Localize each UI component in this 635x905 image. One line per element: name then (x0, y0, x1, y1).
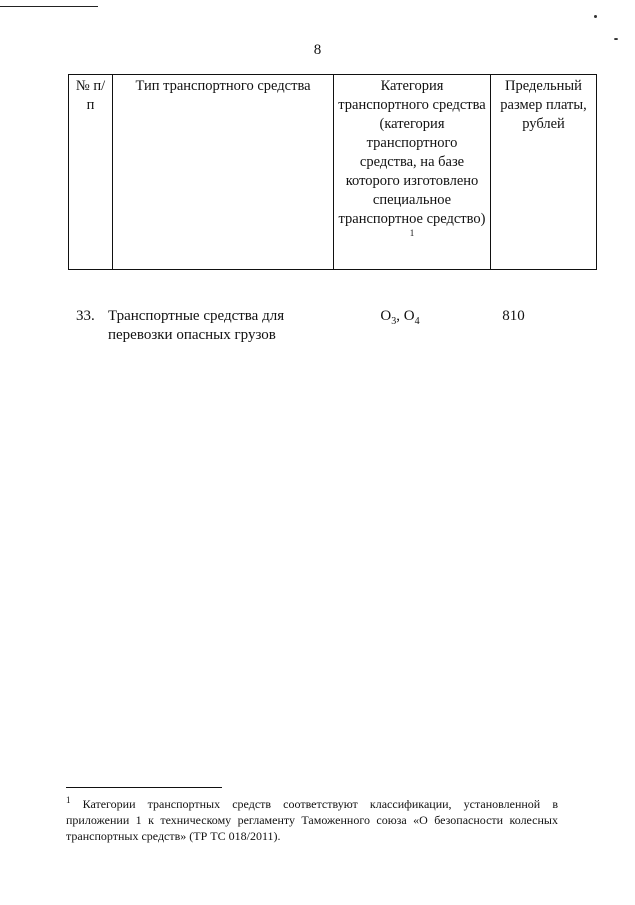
footnote-mark: 1 (66, 795, 71, 805)
footnote (66, 796, 558, 844)
scan-speck (614, 38, 618, 40)
header-category-text: Категория транспортного средства (категория транспортного средства, на базе которого изготовлено специальное транспортное средство) (338, 78, 486, 227)
row-fee: 810 (502, 308, 525, 324)
header-fee: Предельный размер платы, рублей (491, 75, 597, 270)
footnote-text: Категории транспортных средств соответствуют классификации, установленной в приложении 1 к техническому регламенту Таможенного союза «О безопасности колесных транспортных средств» (ТР ТС 018/2011). (66, 797, 559, 843)
header-vehicle-type: Тип транспортного средства (113, 75, 334, 270)
row-vehicle-type: Транспортные средства для перевозки опасных грузов (108, 308, 285, 343)
page-number: 8 (313, 42, 322, 58)
header-category (334, 75, 491, 270)
header-number: № п/п (69, 75, 113, 270)
footnote-mark: 1 (409, 228, 415, 239)
scan-speck (594, 15, 597, 18)
row-number: 33. (76, 308, 95, 324)
row-category: $O_3$, $O_4$ (380, 308, 420, 327)
table-header (68, 74, 597, 270)
footnote-rule (66, 787, 222, 788)
top-scan-line (0, 6, 98, 7)
